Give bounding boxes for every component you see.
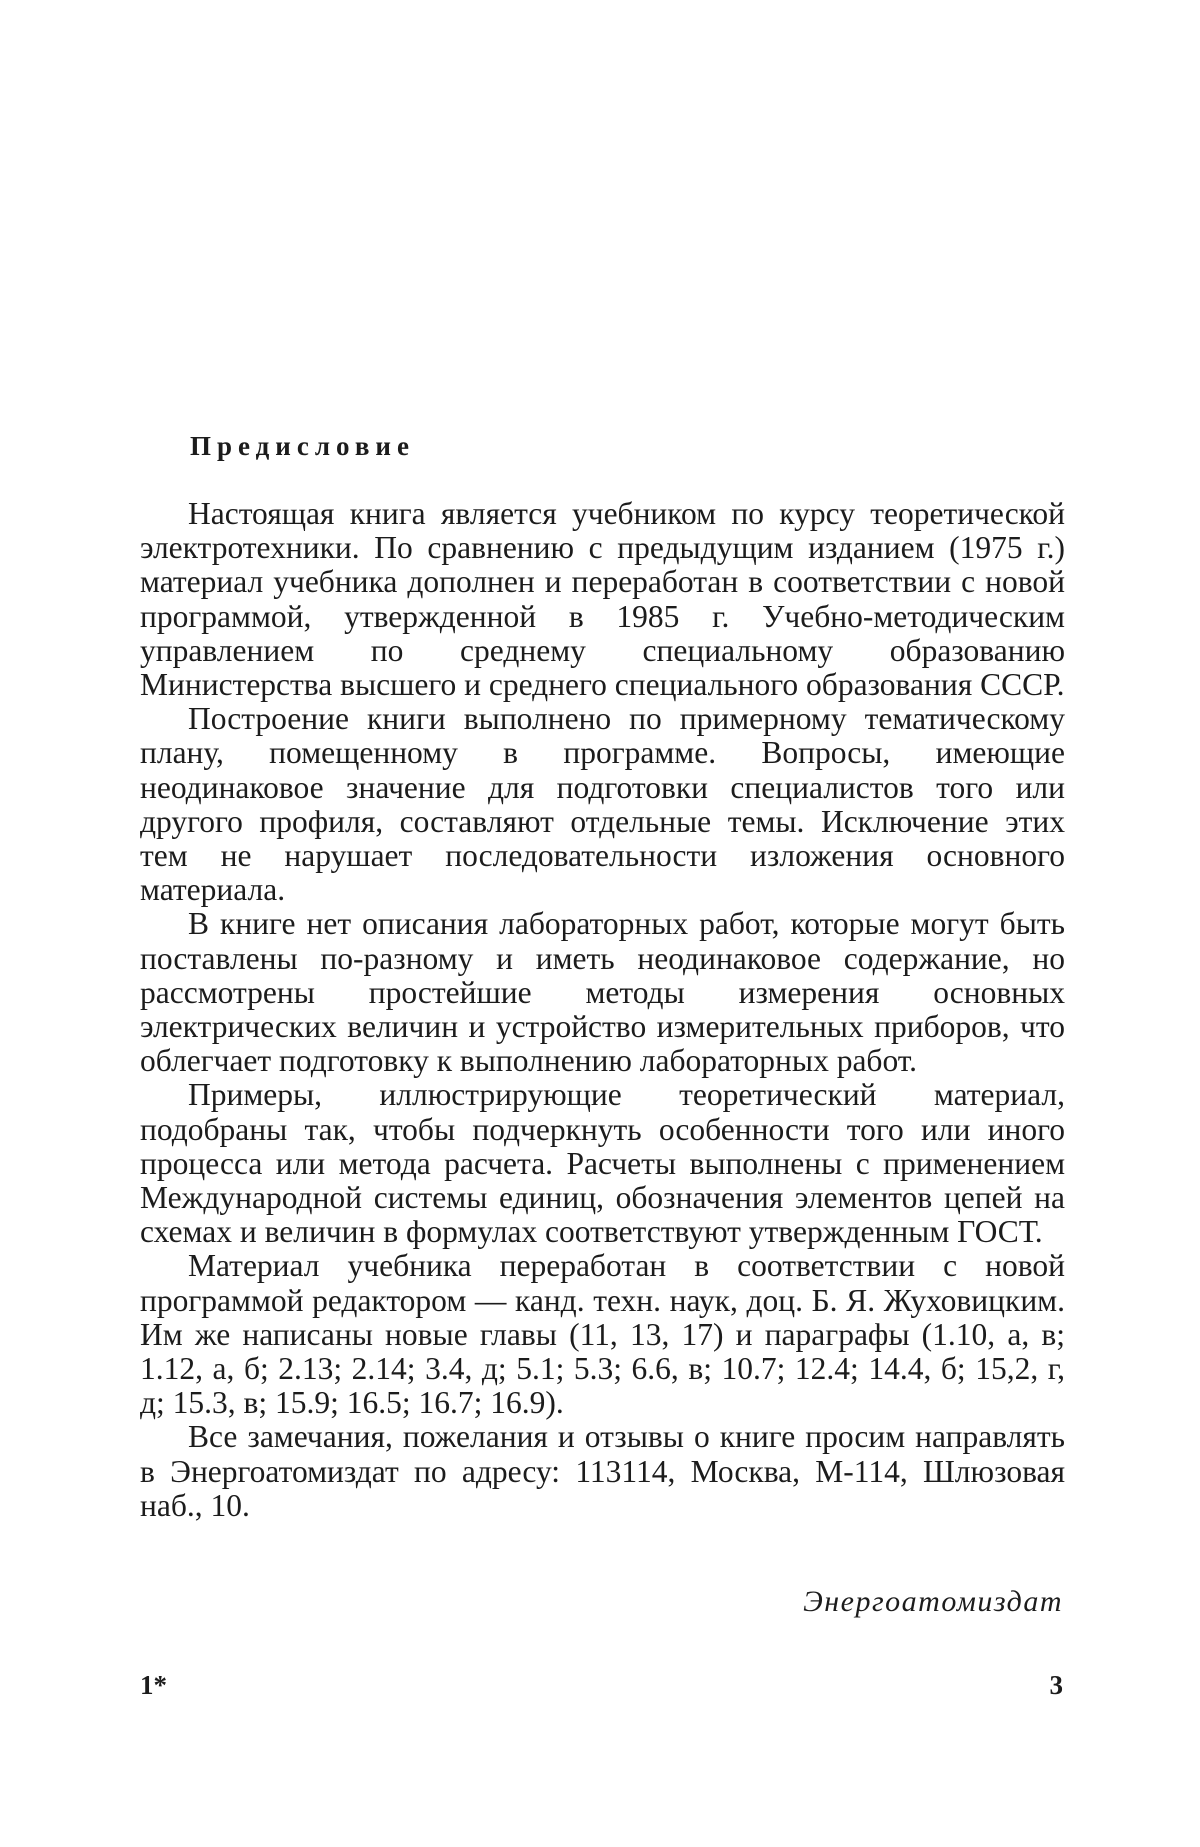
sheet-signature-mark: 1* [140, 1670, 167, 1700]
section-heading: Предисловие [190, 431, 415, 461]
publisher-signature: Энергоатомиздат [803, 1585, 1063, 1618]
paragraph: В книге нет описания лабораторных работ, которые могут быть поставлены по-разному и иметь неодинаковое содержание, но рассмотрены простейшие методы измерения основных электрических величин и устройство измерительных приборов, что облегчает подготовку к выполнению лабораторных работ. [140, 906, 1065, 1079]
preface-body [140, 497, 1065, 1523]
paragraph: Все замечания, пожелания и отзывы о книге просим направлять в Энергоатомиздат по адресу: 113114, Москва, М-114, Шлюзовая наб., 10. [140, 1419, 1065, 1523]
paragraph: Примеры, иллюстрирующие теоретический материал, подобраны так, чтобы подчеркнуть особенности того или иного процесса или метода расчета. Расчеты выполнены с применением Международной системы единиц, обозначения элементов цепей на схемах и величин в формулах соответствуют утвержденным ГОСТ. [140, 1077, 1065, 1250]
paragraph: Построение книги выполнено по примерному тематическому плану, помещенному в программе. Вопросы, имеющие неодинаковое значение для подготовки специалистов того или другого профиля, составляют отдельные темы. Исключение этих тем не нарушает последовательности изложения основного материала. [140, 701, 1065, 908]
page-number: 3 [1049, 1670, 1063, 1700]
paragraph: Настоящая книга является учебником по курсу теоретической электротехники. По сравнению с предыдущим изданием (1975 г.) материал учебника дополнен и переработан в соответствии с новой программой, утвержденной в 1985 г. Учебно-методическим управлением по среднему специальному образованию Министерства высшего и среднего специального образования СССР. [140, 496, 1065, 703]
paragraph: Материал учебника переработан в соответствии с новой программой редактором — канд. техн. наук, доц. Б. Я. Жуховицким. Им же написаны новые главы (11, 13, 17) и параграфы (1.10, а, в; 1.12, а, б; 2.13; 2.14; 3.4, д; 5.1; 5.3; 6.6, в; 10.7; 12.4; 14.4, б; 15,2, г, д; 15.3, в; 15.9; 16.5; 16.7; 16.9). [140, 1248, 1065, 1421]
